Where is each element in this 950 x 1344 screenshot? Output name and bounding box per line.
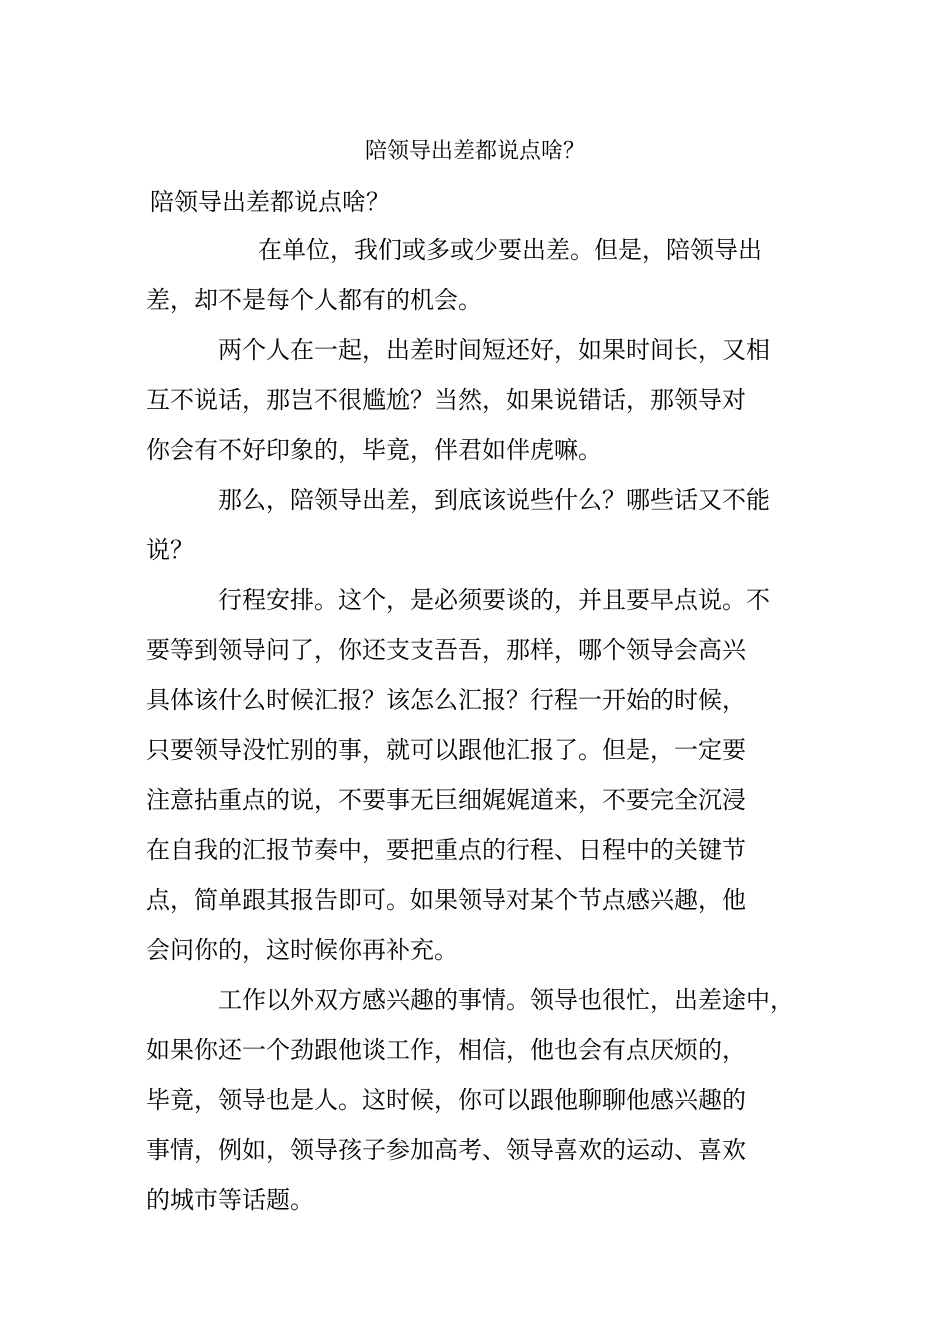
paragraph-line: 事情，例如，领导孩子参加高考、领导喜欢的运动、喜欢 [146,1136,746,1164]
paragraph-line: 那么，陪领导出差，到底该说些什么？哪些话又不能 [218,486,770,514]
paragraph-line: 在自我的汇报节奏中，要把重点的行程、日程中的关键节 [146,836,746,864]
paragraph-line: 如果你还一个劲跟他谈工作，相信，他也会有点厌烦的， [146,1036,746,1064]
document-title: 陪领导出差都说点啥？ [364,139,585,164]
paragraph-line: 点，简单跟其报告即可。如果领导对某个节点感兴趣，他 [146,886,746,914]
paragraph-line: 在单位，我们或多或少要出差。但是，陪领导出 [258,236,762,264]
paragraph-line: 行程安排。这个，是必须要谈的，并且要早点说。不 [218,586,770,614]
paragraph-line: 具体该什么时候汇报？该怎么汇报？行程一开始的时候， [146,686,746,714]
paragraph-line: 毕竟，领导也是人。这时候，你可以跟他聊聊他感兴趣的 [146,1086,746,1114]
paragraph-line: 会问你的，这时候你再补充。 [146,936,458,964]
paragraph-line: 差，却不是每个人都有的机会。 [146,286,482,314]
paragraph-line: 说？ [146,536,194,564]
paragraph-line: 的城市等话题。 [146,1186,314,1214]
paragraph-line: 两个人在一起，出差时间短还好，如果时间长，又相 [218,336,770,364]
document-subtitle: 陪领导出差都说点啥？ [150,188,390,216]
paragraph-line: 只要领导没忙别的事，就可以跟他汇报了。但是，一定要 [146,736,746,764]
paragraph-line: 要等到领导问了，你还支支吾吾，那样，哪个领导会高兴 [146,636,746,664]
paragraph-line: 工作以外双方感兴趣的事情。领导也很忙，出差途中， [218,986,794,1014]
paragraph-line: 互不说话，那岂不很尴尬？当然，如果说错话，那领导对 [146,386,746,414]
paragraph-line: 你会有不好印象的，毕竟，伴君如伴虎嘛。 [146,436,602,464]
paragraph-line: 注意拈重点的说，不要事无巨细娓娓道来，不要完全沉浸 [146,786,746,814]
